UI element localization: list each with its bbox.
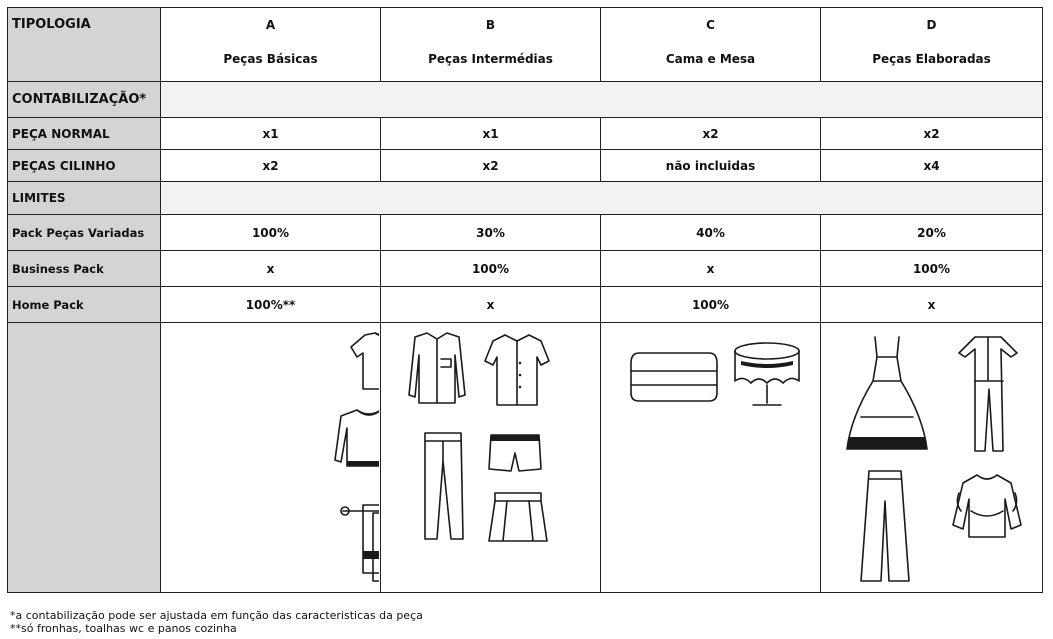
column-name: Cama e Mesa bbox=[665, 52, 756, 66]
cell-d-peca-normal: x2 bbox=[821, 118, 1043, 150]
cell-c-home-pack: 100% bbox=[601, 287, 821, 323]
row-label-contabilizacao: CONTABILIZAÇÃO* bbox=[8, 82, 161, 118]
column-header-b bbox=[381, 8, 601, 82]
column-name: Peças Básicas bbox=[223, 52, 318, 66]
towel-rack-icon bbox=[341, 505, 379, 581]
skirt-icon bbox=[489, 493, 547, 541]
cell-a-pack-variadas: 100% bbox=[161, 215, 381, 251]
cell-c-business-pack: x bbox=[601, 251, 821, 287]
cell-b-peca-normal: x1 bbox=[381, 118, 601, 150]
table-row-peca-normal bbox=[8, 118, 1043, 150]
t-shirt-icon bbox=[351, 333, 379, 389]
table-row-pecas-cilinho bbox=[8, 150, 1043, 182]
cell-b-pecas-cilinho: x2 bbox=[381, 150, 601, 182]
column-header-c bbox=[601, 8, 821, 82]
cell-d-pack-variadas: 20% bbox=[821, 215, 1043, 251]
ruffle-blouse-icon bbox=[953, 475, 1021, 537]
column-header-d bbox=[821, 8, 1043, 82]
cell-b-pack-variadas: 30% bbox=[381, 215, 601, 251]
header-row bbox=[8, 8, 1043, 82]
section-row-contabilizacao bbox=[8, 82, 1043, 118]
table-row-pack-variadas bbox=[8, 215, 1043, 251]
cell-a-peca-normal: x1 bbox=[161, 118, 381, 150]
column-header-a bbox=[161, 8, 381, 82]
column-name: Peças Elaboradas bbox=[872, 52, 991, 66]
row-label-peca-normal: PEÇA NORMAL bbox=[8, 118, 161, 150]
illustrations-b bbox=[381, 323, 601, 593]
short-sleeve-shirt-icon bbox=[485, 335, 549, 405]
cell-d-pecas-cilinho: x4 bbox=[821, 150, 1043, 182]
row-label-home-pack: Home Pack bbox=[8, 287, 161, 323]
column-letter: A bbox=[265, 18, 276, 32]
jumpsuit-icon bbox=[959, 337, 1017, 451]
illustrations-c bbox=[601, 323, 821, 593]
cell-b-home-pack: x bbox=[381, 287, 601, 323]
cell-d-home-pack: x bbox=[821, 287, 1043, 323]
row-label-limites: LIMITES bbox=[8, 182, 161, 215]
table-row-business-pack bbox=[8, 251, 1043, 287]
column-letter: D bbox=[926, 18, 937, 32]
row-label-pack-variadas: Pack Peças Variadas bbox=[8, 215, 161, 251]
column-name: Peças Intermédias bbox=[428, 52, 553, 66]
illustrations-d bbox=[821, 323, 1043, 593]
illustrations-a bbox=[161, 323, 381, 593]
footnote: **só fronhas, toalhas wc e panos cozinha bbox=[10, 622, 237, 635]
section-row-limites bbox=[8, 182, 1043, 215]
column-letter: B bbox=[485, 18, 496, 32]
ball-gown-icon bbox=[847, 337, 927, 449]
cell-a-home-pack: 100%** bbox=[161, 287, 381, 323]
row-label-pecas-cilinho: PEÇAS CILINHO bbox=[8, 150, 161, 182]
cell-a-pecas-cilinho: x2 bbox=[161, 150, 381, 182]
wide-trousers-icon bbox=[861, 471, 909, 581]
column-letter: C bbox=[706, 18, 715, 32]
cell-c-pecas-cilinho: não incluidas bbox=[601, 150, 821, 182]
sweater-icon bbox=[335, 410, 379, 466]
cell-c-pack-variadas: 40% bbox=[601, 215, 821, 251]
dress-shirt-icon bbox=[409, 333, 465, 403]
folded-blanket-icon bbox=[631, 353, 717, 401]
jeans-icon bbox=[425, 433, 463, 539]
row-label-business-pack: Business Pack bbox=[8, 251, 161, 287]
row-label-tipologia: TIPOLOGIA bbox=[8, 8, 161, 82]
cell-a-business-pack: x bbox=[161, 251, 381, 287]
cell-d-business-pack: 100% bbox=[821, 251, 1043, 287]
cell-c-peca-normal: x2 bbox=[601, 118, 821, 150]
footnotes bbox=[10, 609, 423, 635]
table-row-home-pack bbox=[8, 287, 1043, 323]
section-fill bbox=[161, 182, 1043, 215]
shorts-icon bbox=[489, 435, 541, 471]
footnote: *a contabilização pode ser ajustada em função das caracteristicas da peça bbox=[10, 609, 423, 622]
section-fill bbox=[161, 82, 1043, 118]
typology-table bbox=[7, 7, 1043, 593]
round-table-cloth-icon bbox=[735, 343, 799, 405]
illustration-label-cell bbox=[8, 323, 161, 593]
illustration-row bbox=[8, 323, 1043, 593]
cell-b-business-pack: 100% bbox=[381, 251, 601, 287]
